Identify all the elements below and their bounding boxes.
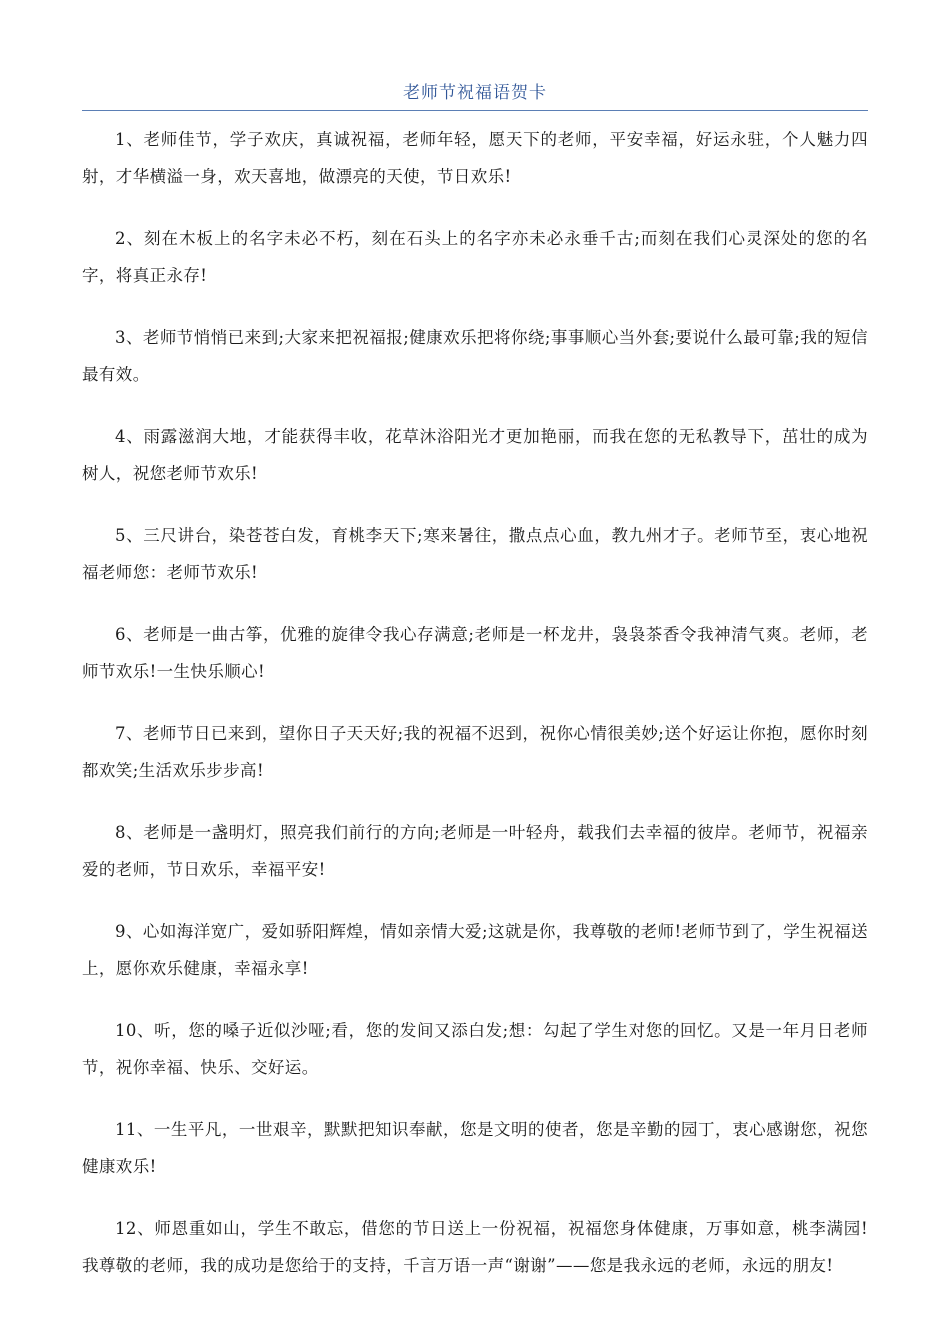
paragraph-3: 3、老师节悄悄已来到;大家来把祝福报;健康欢乐把将你绕;事事顺心当外套;要说什么最可靠;我的短信最有效。 bbox=[82, 328, 868, 384]
paragraph-6: 6、老师是一曲古筝，优雅的旋律令我心存满意;老师是一杯龙井，袅袅茶香令我神清气爽。老师，老师节欢乐!一生快乐顺心! bbox=[82, 625, 868, 681]
document-body bbox=[82, 121, 868, 1309]
paragraph-7: 7、老师节日已来到，望你日子天天好;我的祝福不迟到，祝你心情很美妙;送个好运让你抱，愿你时刻都欢笑;生活欢乐步步高! bbox=[82, 724, 868, 780]
paragraph-10: 10、听，您的嗓子近似沙哑;看，您的发间又添白发;想：勾起了学生对您的回忆。又是一年月日老师节，祝你幸福、快乐、交好运。 bbox=[82, 1021, 868, 1077]
paragraph-1: 1、老师佳节，学子欢庆，真诚祝福，老师年轻，愿天下的老师，平安幸福，好运永驻，个人魅力四射，才华横溢一身，欢天喜地，做漂亮的天使，节日欢乐! bbox=[82, 130, 868, 186]
document-header bbox=[82, 80, 868, 111]
paragraph-2: 2、刻在木板上的名字未必不朽，刻在石头上的名字亦未必永垂千古;而刻在我们心灵深处的您的名字，将真正永存! bbox=[82, 229, 868, 285]
paragraph-12: 12、师恩重如山，学生不敢忘，借您的节日送上一份祝福，祝福您身体健康，万事如意，桃李满园!我尊敬的老师，我的成功是您给于的支持，千言万语一声“谢谢”——您是我永远的老师，永远的朋友! bbox=[82, 1219, 868, 1275]
paragraph-5: 5、三尺讲台，染苍苍白发，育桃李天下;寒来暑往，撒点点心血，教九州才子。老师节至，衷心地祝福老师您：老师节欢乐! bbox=[82, 526, 868, 582]
paragraph-4: 4、雨露滋润大地，才能获得丰收，花草沐浴阳光才更加艳丽，而我在您的无私教导下，茁壮的成为树人，祝您老师节欢乐! bbox=[82, 427, 868, 483]
paragraph-11: 11、一生平凡，一世艰辛，默默把知识奉献，您是文明的使者，您是辛勤的园丁，衷心感谢您，祝您健康欢乐! bbox=[82, 1120, 868, 1176]
paragraph-8: 8、老师是一盏明灯，照亮我们前行的方向;老师是一叶轻舟，载我们去幸福的彼岸。老师节，祝福亲爱的老师，节日欢乐，幸福平安! bbox=[82, 823, 868, 879]
paragraph-9: 9、心如海洋宽广，爱如骄阳辉煌，情如亲情大爱;这就是你，我尊敬的老师!老师节到了，学生祝福送上，愿你欢乐健康，幸福永享! bbox=[82, 922, 868, 978]
document-title: 老师节祝福语贺卡 bbox=[403, 83, 547, 103]
